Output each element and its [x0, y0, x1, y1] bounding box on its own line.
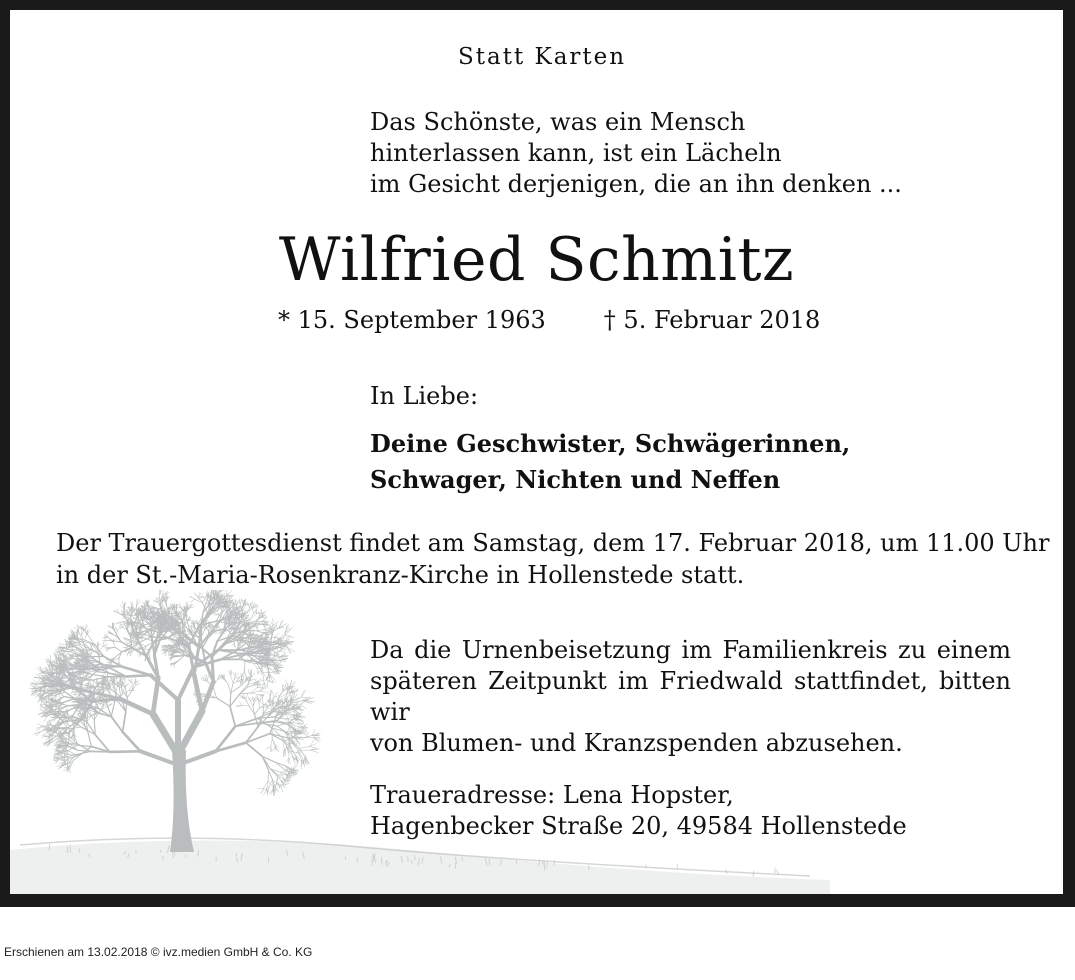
- quote-line: Das Schönste, was ein Mensch: [370, 108, 746, 136]
- service-info: [56, 527, 1050, 591]
- death-date: † 5. Februar 2018: [603, 306, 821, 334]
- urn-line: Da die Urnenbeisetzung im Familienkreis zu einem: [370, 636, 1011, 664]
- address-line: Traueradresse: Lena Hopster,: [370, 781, 734, 809]
- mourning-address: [370, 780, 907, 842]
- mourners-line: Schwager, Nichten und Neffen: [370, 465, 781, 494]
- address-line: Hagenbecker Straße 20, 49584 Hollenstede: [370, 812, 907, 840]
- mourners-line: Deine Geschwister, Schwägerinnen,: [370, 429, 851, 458]
- mourners: [370, 426, 850, 498]
- memorial-quote: [370, 107, 902, 200]
- deceased-name: Wilfried Schmitz: [278, 225, 795, 295]
- service-line: Der Trauergottesdienst findet am Samstag, dem 17. Februar 2018, um 11.00 Uhr: [56, 529, 1050, 557]
- birth-date: * 15. September 1963: [278, 306, 546, 334]
- urn-burial-info: [370, 635, 1011, 759]
- quote-line: hinterlassen kann, ist ein Lächeln: [370, 139, 782, 167]
- urn-line: späteren Zeitpunkt im Friedwald stattfindet, bitten wir: [370, 667, 1011, 726]
- obituary-notice: [10, 10, 1063, 894]
- publication-footer: Erschienen am 13.02.2018 © ivz.medien GmbH & Co. KG: [4, 945, 313, 959]
- urn-line: von Blumen- und Kranzspenden abzusehen.: [370, 729, 903, 757]
- notice-header: Statt Karten: [458, 44, 627, 70]
- life-dates: [278, 306, 820, 334]
- in-love-label: In Liebe:: [370, 382, 479, 410]
- quote-line: im Gesicht derjenigen, die an ihn denken ...: [370, 170, 902, 198]
- service-line: in der St.-Maria-Rosenkranz-Kirche in Hollenstede statt.: [56, 561, 745, 589]
